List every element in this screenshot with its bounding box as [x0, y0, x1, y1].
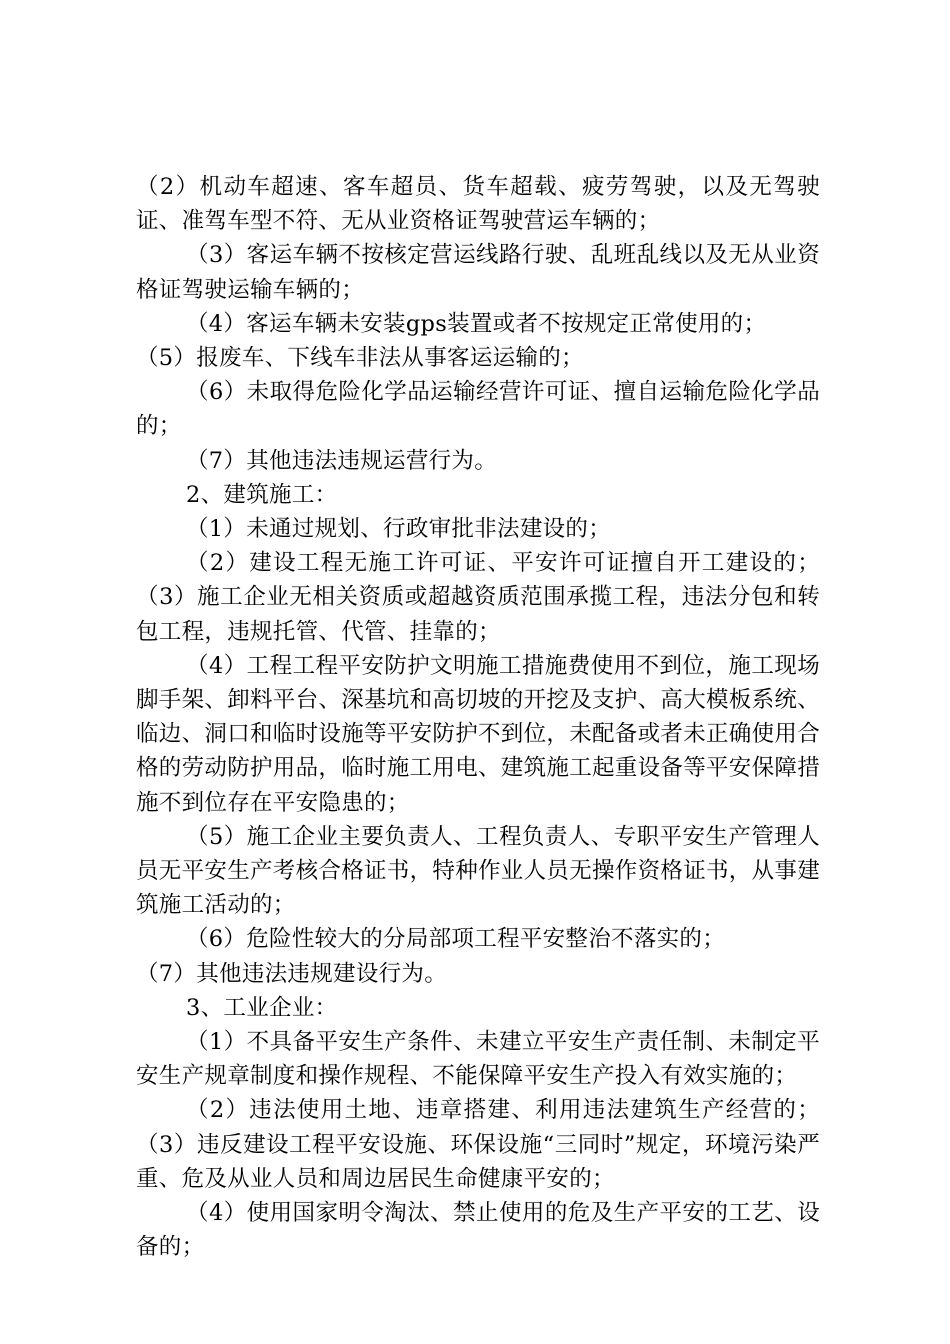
paragraph: （6）危险性较大的分局部项工程平安整治不落实的； [186, 926, 726, 953]
paragraph: （2）违法使用土地、违章搭建、利用违法建筑生产经营的；（3）违反建设工程平安设施、环保设施“三同时”规定，环境污染严重、危及从业人员和周边居民生命健康平安的； [136, 1097, 820, 1192]
section-heading: 2、建筑施工： [186, 481, 338, 508]
document-body [136, 170, 820, 1265]
paragraph: （5）施工企业主要负责人、工程负责人、专职平安生产管理人员无平安生产考核合格证书，特种作业人员无操作资格证书，从事建筑施工活动的； [136, 823, 821, 919]
paragraph: （1）不具备平安生产条件、未建立平安生产责任制、未制定平安生产规章制度和操作规程、不能保障平安生产投入有效实施的； [136, 1029, 820, 1090]
section-heading: 3、工业企业： [186, 994, 338, 1021]
paragraph: （1）未通过规划、行政审批非法建设的； [186, 516, 612, 543]
paragraph: （4）客运车辆未安装gps装置或者不按规定正常使用的； [186, 310, 767, 337]
paragraph: （7）其他违法违规建设行为。 [136, 960, 448, 987]
paragraph: （5）报废车、下线车非法从事客运运输的； [136, 345, 584, 372]
paragraph: （4）使用国家明令淘汰、禁止使用的危及生产平安的工艺、设备的； [136, 1200, 820, 1261]
paragraph: （2）机动车超速、客车超员、货车超载、疲劳驾驶，以及无驾驶证、准驾车型不符、无从业资格证驾驶营运车辆的； [136, 174, 820, 235]
paragraph: （3）客运车辆不按核定营运线路行驶、乱班乱线以及无从业资格证驾驶运输车辆的； [136, 242, 820, 303]
paragraph: （7）其他违法违规运营行为。 [186, 447, 498, 474]
paragraph: （6）未取得危险化学品运输经营许可证、擅自运输危险化学品的； [136, 379, 820, 440]
paragraph: （2）建设工程无施工许可证、平安许可证擅自开工建设的；（3）施工企业无相关资质或超越资质范围承揽工程，违法分包和转包工程，违规托管、代管、挂靠的； [136, 550, 820, 645]
paragraph: （4）工程工程平安防护文明施工措施费使用不到位，施工现场脚手架、卸料平台、深基坑和高切坡的开挖及支护、高大模板系统、临边、洞口和临时设施等平安防护不到位，未配备或者未正确使用合格的劳动防护用品，临时施工用电、建筑施工起重设备等平安保障措施不到位存在平安隐患的； [136, 652, 821, 816]
